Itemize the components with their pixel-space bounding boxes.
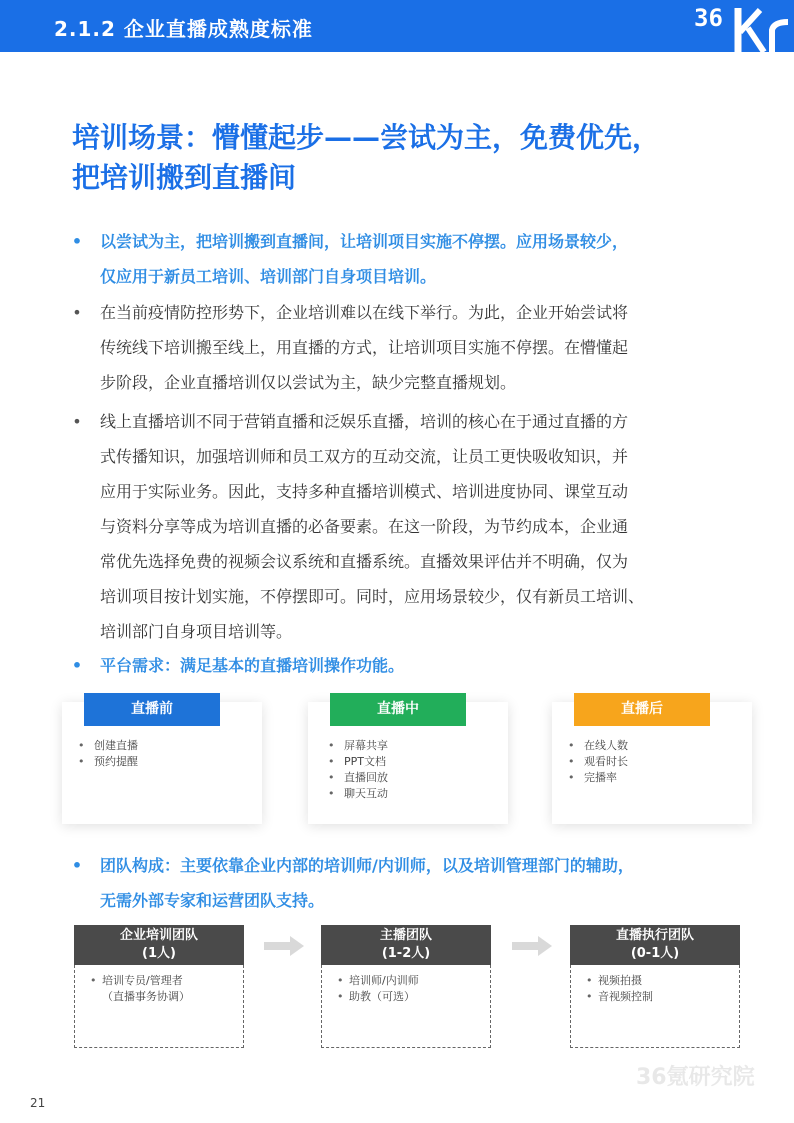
bullet-detail	[70, 404, 730, 649]
card-list-during	[328, 738, 388, 802]
card-title-before: 直播前	[84, 693, 220, 726]
list-item: • 屏幕共享	[328, 738, 388, 754]
section-title: 2.1.2 企业直播成熟度标准	[54, 17, 313, 41]
card-title-after: 直播后	[574, 693, 710, 726]
bullet-summary	[70, 224, 730, 294]
page-number: 21	[30, 1096, 46, 1110]
bullet-team	[70, 848, 730, 918]
logo-icon	[690, 0, 794, 52]
bullet-text: 在当前疫情防控形势下，企业培训难以在线下举行。为此，企业开始尝试将	[100, 303, 629, 322]
bullet-text: 常优先选择免费的视频会议系统和直播系统。直播效果评估并不明确，仅为	[100, 552, 629, 571]
team-title: 企业培训团队	[119, 928, 198, 943]
bullet-text: 步阶段，企业直播培训仅以尝试为主，缺少完整直播规划。	[100, 373, 517, 392]
list-item: • PPT文档	[328, 754, 388, 770]
list-item: • 完播率	[568, 770, 628, 786]
bullet-text: 线上直播培训不同于营销直播和泛娱乐直播，培训的核心在于通过直播的方	[100, 412, 629, 431]
list-item: • 培训师/内训师	[333, 973, 419, 989]
bullet-text: 应用于实际业务。因此，支持多种直播培训模式、培训进度协同、课堂互动	[100, 482, 629, 501]
list-item: • 在线人数	[568, 738, 628, 754]
page-header	[0, 0, 794, 52]
bullet-text: 以尝试为主，把培训搬到直播间，让培训项目实施不停摆。应用场景较少，	[100, 232, 629, 251]
team-title: 直播执行团队	[615, 928, 694, 943]
watermark: 36氪研究院	[636, 1065, 755, 1090]
bullet-dot-icon: •	[72, 303, 82, 322]
team-list-execution	[582, 973, 653, 1005]
list-item: • 音视频控制	[582, 989, 653, 1005]
list-item: • 创建直播	[78, 738, 138, 754]
card-list-after	[568, 738, 628, 786]
team-title: 主播团队	[379, 928, 432, 943]
list-item: （直播事务协调）	[102, 990, 190, 1003]
bullet-dot-icon: •	[72, 412, 82, 431]
list-item: • 聊天互动	[328, 786, 388, 802]
arrow-right-icon	[264, 935, 304, 957]
bullet-dot-icon: •	[71, 856, 83, 875]
bullet-text: 式传播知识，加强培训师和员工双方的互动交流，让员工更快吸收知识，并	[100, 447, 629, 466]
list-item: • 助教（可选）	[333, 989, 419, 1005]
team-count: (1人)	[142, 946, 176, 961]
bullet-platform-needs	[70, 648, 730, 683]
bullet-text: 无需外部专家和运营团队支持。	[100, 891, 325, 910]
team-list-training	[86, 973, 190, 1005]
bullet-dot-icon: •	[71, 232, 83, 251]
team-header-execution	[570, 925, 740, 965]
headline-line-1: 培训场景：懵懂起步——尝试为主，免费优先，	[72, 121, 661, 154]
headline-line-2: 把培训搬到直播间	[72, 161, 297, 194]
bullet-context	[70, 295, 730, 400]
team-header-training	[74, 925, 244, 965]
bullet-text: 培训项目按计划实施，不停摆即可。同时，应用场景较少，仅有新员工培训、	[100, 587, 645, 606]
bullet-dot-icon: •	[71, 656, 83, 675]
bullet-text: 平台需求：满足基本的直播培训操作功能。	[100, 656, 405, 675]
list-item: • 观看时长	[568, 754, 628, 770]
card-list-before	[78, 738, 138, 770]
brand-logo	[690, 0, 794, 52]
page-headline	[72, 118, 752, 198]
team-header-host	[321, 925, 491, 965]
svg-text:36: 36	[694, 4, 723, 32]
bullet-text: 培训部门自身项目培训等。	[100, 622, 293, 641]
bullet-text: 传统线下培训搬至线上，用直播的方式，让培训项目实施不停摆。在懵懂起	[100, 338, 629, 357]
list-item: • 视频拍摄	[582, 973, 653, 989]
bullet-text: 团队构成：主要依靠企业内部的培训师/内训师，以及培训管理部门的辅助，	[100, 856, 634, 875]
bullet-text: 仅应用于新员工培训、培训部门自身项目培训。	[100, 267, 437, 286]
team-list-host	[333, 973, 419, 1005]
list-item: • 预约提醒	[78, 754, 138, 770]
arrow-right-icon	[512, 935, 552, 957]
list-item: • 直播回放	[328, 770, 388, 786]
team-count: (0-1人)	[630, 946, 680, 961]
card-title-during: 直播中	[330, 693, 466, 726]
bullet-text: 与资料分享等成为培训直播的必备要素。在这一阶段，为节约成本，企业通	[100, 517, 629, 536]
team-count: (1-2人)	[381, 946, 431, 961]
list-item: • 培训专员/管理者	[86, 973, 190, 989]
